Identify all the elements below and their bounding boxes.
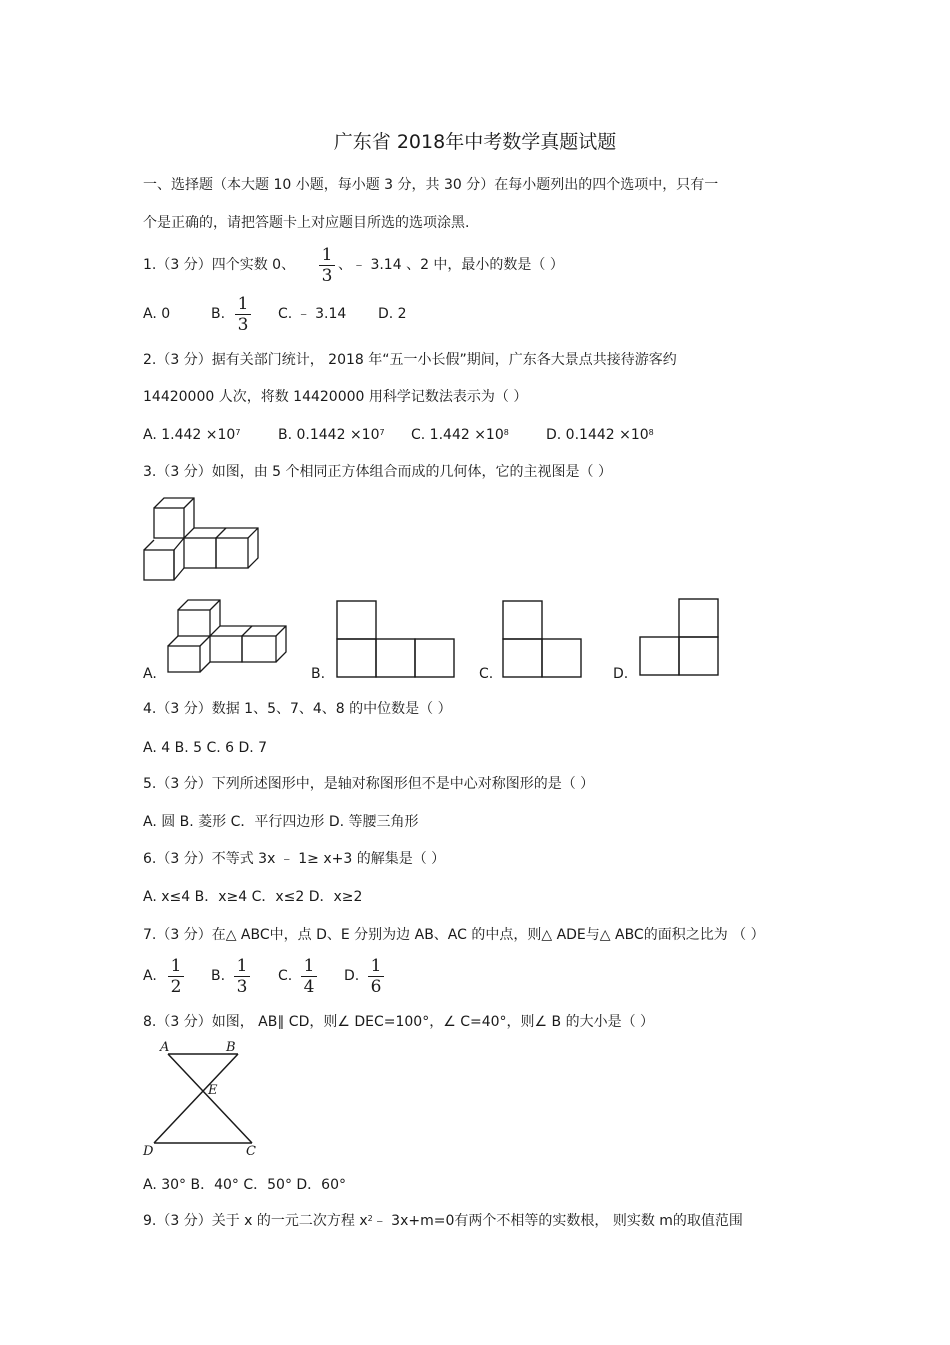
q3-option-c-figure [502,600,584,678]
q7-option-d-denominator: 6 [370,977,382,997]
q2-stem-line1: 2.（3 分）据有关部门统计， 2018 年“五一小长假”期间，广东各大景点共接待游客约 [143,352,677,368]
q7-option-d-label: D. [344,968,360,984]
q2-stem-line2: 14420000 人次，将数 14420000 用科学记数法表示为（ ） [143,389,528,405]
q7-option-b-fraction [234,957,250,996]
q7-option-d-fraction [368,957,384,996]
q1-fraction [319,246,335,285]
q1-option-b-numerator: 1 [237,294,249,314]
q2-option-d [546,426,654,444]
q2-option-c-text: C. 1.442 ×10 [411,427,504,443]
q1-option-d: D. 2 [378,306,407,322]
q1-option-a: A. 0 [143,306,171,322]
q1-fraction-numerator: 1 [321,245,333,265]
section-instruction-line2: 个是正确的，请把答题卡上对应题目所选的选项涂黑. [143,215,470,231]
q6-stem: 6.（3 分）不等式 3x ﹣ 1≥ x+3 的解集是（ ） [143,851,446,867]
q7-option-a-label: A. [143,968,157,984]
q2-option-c [411,426,509,444]
q3-option-c-label: C. [479,666,494,682]
q7-option-c-denominator: 4 [303,977,315,997]
q7-option-d-numerator: 1 [370,956,382,976]
q7-option-c-numerator: 1 [303,956,315,976]
q2-option-d-exponent: 8 [648,428,654,437]
q5-options: A. 圆 B. 菱形 C．平行四边形 D. 等腰三角形 [143,814,419,830]
q3-option-a-figure [166,598,292,674]
q4-stem: 4.（3 分）数据 1、5、7、4、8 的中位数是（ ） [143,701,452,717]
q7-option-c-fraction [301,957,317,996]
q3-option-b-label: B. [311,666,326,682]
page-title: 广东省 2018年中考数学真题试题 [333,131,617,153]
q8-diagram [140,1040,270,1158]
q8-stem: 8.（3 分）如图， AB∥ CD，则∠ DEC=100°，∠ C=40°，则∠ B 的大小是（ ） [143,1014,655,1030]
q3-option-b-figure [336,600,456,678]
section-instruction-line1: 一、选择题（本大题 10 小题，每小题 3 分，共 30 分）在每小题列出的四个选项中，只有一 [143,177,719,193]
q1-option-b-label: B. [211,306,226,322]
segment-ac [168,1054,252,1143]
q2-option-b-exponent: 7 [379,428,385,437]
label-d: D [143,1144,154,1159]
q9-stem-part2: ﹣ 3x+m=0有两个不相等的实数根， 则实数 m的取值范围 [372,1213,743,1229]
q2-option-d-text: D. 0.1442 ×10 [546,427,649,443]
q7-option-b-label: B. [211,968,226,984]
q1-option-b-fraction [235,295,251,334]
label-b: B [226,1040,236,1055]
q3-solid-figure [142,494,272,586]
q7-option-c-label: C. [278,968,293,984]
q9-stem [143,1212,743,1230]
q7-option-a-denominator: 2 [170,977,182,997]
q2-option-b [278,426,385,444]
q9-exponent: 2 [367,1214,373,1223]
q1-stem-part1: 1.（3 分）四个实数 0、 [143,257,296,273]
q2-option-b-text: B. 0.1442 ×10 [278,427,380,443]
q6-options: A. x≤4 B．x≥4 C．x≤2 D．x≥2 [143,889,363,905]
q2-option-a-exponent: 7 [235,428,241,437]
segment-bd [154,1054,238,1143]
label-e: E [208,1083,218,1098]
q9-stem-part1: 9.（3 分）关于 x 的一元二次方程 x [143,1213,368,1229]
q1-fraction-denominator: 3 [321,266,333,286]
q7-option-b-numerator: 1 [236,956,248,976]
q4-options: A. 4 B. 5 C. 6 D. 7 [143,740,268,756]
label-a: A [160,1040,170,1055]
q1-stem-part2: 、﹣ 3.14 、2 中，最小的数是（ ） [338,257,564,273]
q3-option-d-figure [639,598,721,676]
q3-option-a-label: A. [143,666,157,682]
q1-option-c: C. ﹣ 3.14 [278,306,347,322]
q5-stem: 5.（3 分）下列所述图形中，是轴对称图形但不是中心对称图形的是（ ） [143,776,595,792]
q8-options: A. 30° B．40° C．50° D．60° [143,1177,346,1193]
q3-stem: 3.（3 分）如图，由 5 个相同正方体组合而成的几何体，它的主视图是（ ） [143,464,612,480]
label-c: C [246,1144,256,1159]
q2-option-a-text: A. 1.442 ×10 [143,427,236,443]
q2-option-a [143,426,240,444]
q7-option-a-fraction [168,957,184,996]
q1-option-b-denominator: 3 [237,315,249,335]
q7-option-a-numerator: 1 [170,956,182,976]
q3-option-d-label: D. [613,666,629,682]
q7-stem: 7.（3 分）在△ ABC中，点 D、E 分别为边 AB、AC 的中点，则△ ADE与△ ABC的面积之比为 （ ） [143,927,765,943]
q7-option-b-denominator: 3 [236,977,248,997]
q2-option-c-exponent: 8 [503,428,509,437]
